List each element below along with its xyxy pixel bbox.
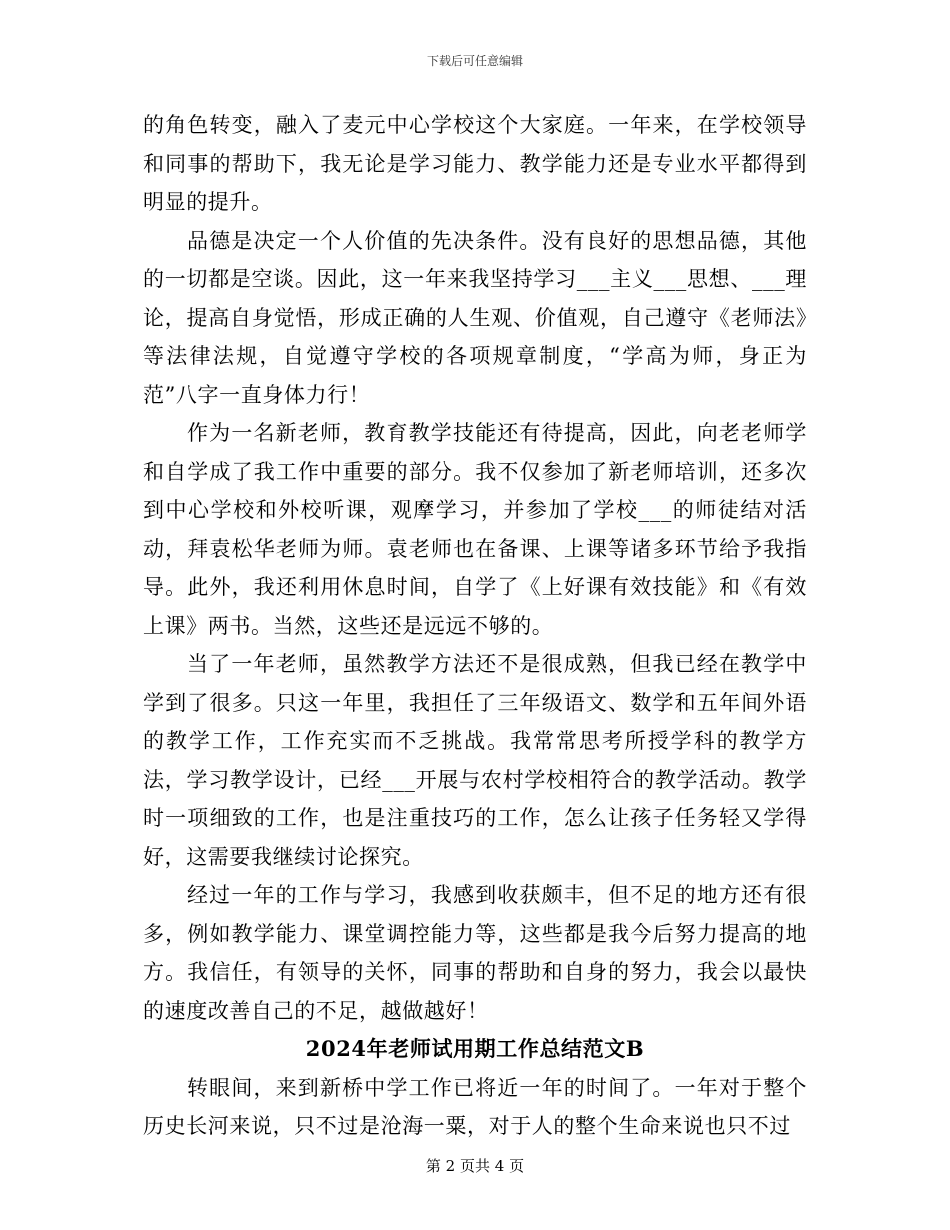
document-body: [143, 106, 807, 1146]
body-paragraph: 转眼间，来到新桥中学工作已将近一年的时间了。一年对于整个历史长河来说，只不过是沧海一粟，对于人的整个生命来说也只不过: [143, 1075, 807, 1138]
body-paragraph: 经过一年的工作与学习，我感到收获颇丰，但不足的地方还有很多，例如教学能力、课堂调控能力等，这些都是我今后努力提高的地方。我信任，有领导的关怀，同事的帮助和自身的努力，我会以最快的速度改善自己的不足，越做越好！: [143, 883, 807, 1023]
body-paragraph: 品德是决定一个人价值的先决条件。没有良好的思想品德，其他的一切都是空谈。因此，这一年来我坚持学习___主义___思想、___理论，提高自身觉悟，形成正确的人生观、价值观，自己遵守《老师法》等法律法规，自觉遵守学校的各项规章制度，“学高为师，身正为范”八字一直身体力行！: [143, 228, 807, 407]
page-number: 第 2 页共 4 页: [425, 1157, 525, 1175]
body-paragraph: 作为一名新老师，教育教学技能还有待提高，因此，向老老师学和自学成了我工作中重要的部分。我不仅参加了新老师培训，还多次到中心学校和外校听课，观摩学习，并参加了学校___的师徒结对活动，拜袁松华老师为师。袁老师也在备课、上课等诸多环节给予我指导。此外，我还利用休息时间，自学了《上好课有效技能》和《有效上课》两书。当然，这些还是远远不够的。: [143, 421, 807, 638]
body-paragraph: 当了一年老师，虽然教学方法还不是很成熟，但我已经在教学中学到了很多。只这一年里，我担任了三年级语文、数学和五年间外语的教学工作，工作充实而不乏挑战。我常常思考所授学科的教学方法，学习教学设计，已经___开展与农村学校相符合的教学活动。教学时一项细致的工作，也是注重技巧的工作，怎么让孩子任务轻又学得好，这需要我继续讨论探究。: [143, 652, 807, 869]
section-title: 2024年老师试用期工作总结范文B: [305, 1036, 645, 1061]
page-header-note: 下载后可任意编辑: [426, 54, 523, 68]
body-paragraph: 的角色转变，融入了麦元中心学校这个大家庭。一年来，在学校领导和同事的帮助下，我无论是学习能力、教学能力还是专业水平都得到明显的提升。: [143, 113, 807, 214]
